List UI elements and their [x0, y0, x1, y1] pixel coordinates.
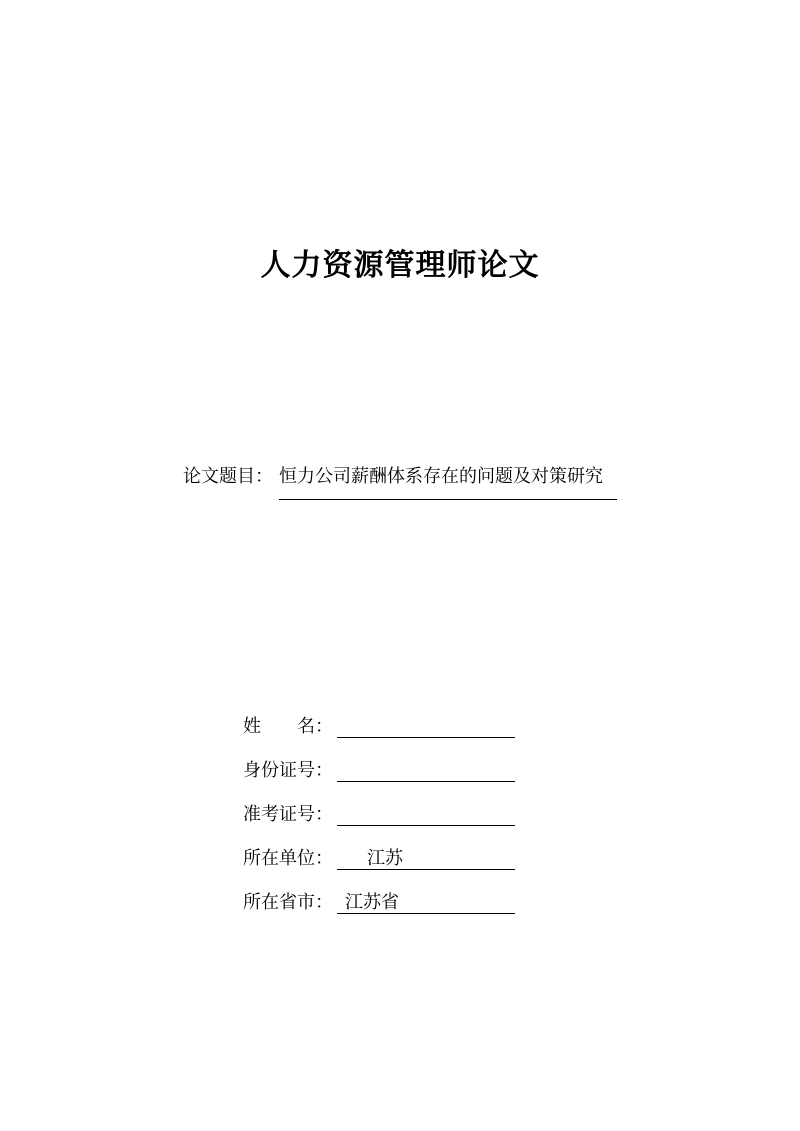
- field-row-work-unit: [243, 844, 563, 888]
- field-label-id-number: 身份证号：: [243, 760, 333, 781]
- field-row-exam-number: [243, 800, 563, 844]
- document-title: 人力资源管理师论文: [260, 248, 540, 283]
- field-underline-province-city: [337, 888, 515, 914]
- field-value-work-unit: 江苏: [367, 848, 403, 869]
- field-label-work-unit: 所在单位：: [243, 848, 333, 869]
- field-label-name: 姓 名：: [243, 716, 333, 737]
- field-underline-exam-number: [337, 800, 515, 826]
- info-fields: [243, 712, 563, 932]
- field-label-exam-number: 准考证号：: [243, 804, 333, 825]
- field-row-name: [243, 712, 563, 756]
- field-value-province-city: 江苏省: [345, 892, 399, 913]
- field-label-province-city: 所在省市：: [243, 892, 333, 913]
- field-row-province-city: [243, 888, 563, 932]
- topic-value: 恒力公司薪酬体系存在的问题及对策研究: [279, 462, 617, 500]
- topic-label: 论文题目：: [183, 466, 273, 487]
- field-row-id-number: [243, 756, 563, 800]
- field-underline-work-unit: [337, 844, 515, 870]
- field-underline-name: [337, 712, 515, 738]
- field-underline-id-number: [337, 756, 515, 782]
